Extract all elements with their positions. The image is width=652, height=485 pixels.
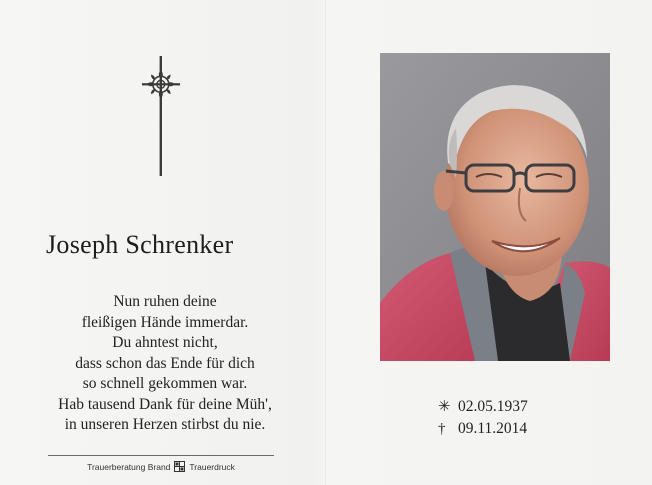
portrait-photo <box>380 53 610 361</box>
deceased-name: Joseph Schrenker <box>46 230 234 259</box>
memorial-poem <box>40 292 290 436</box>
footer-right-text: Trauerdruck <box>189 461 235 472</box>
footer-left-text: Trauerberatung Brand <box>87 461 171 472</box>
ornamental-cross-icon <box>140 54 182 178</box>
birth-date-row <box>438 396 598 418</box>
death-dagger-icon: † <box>438 421 446 437</box>
birth-star-icon: ✳ <box>438 399 451 415</box>
printer-footer <box>48 461 274 472</box>
poem-line: Du ahntest nicht, <box>112 334 218 351</box>
poem-line: dass schon das Ende für dich <box>75 354 255 372</box>
poem-line: so schnell gekommen war. <box>82 375 248 392</box>
poem-line: in unseren Herzen stirbst du nie. <box>64 416 266 433</box>
poem-line: fleißigen Hände immerdar. <box>81 313 249 331</box>
poem-line: Nun ruhen deine <box>113 293 217 310</box>
death-date: 09.11.2014 <box>458 420 528 437</box>
life-dates <box>438 396 598 440</box>
death-date-row <box>438 418 598 440</box>
printer-logo-icon <box>174 461 185 472</box>
card-fold <box>325 0 326 485</box>
footer-divider <box>48 455 274 456</box>
birth-date: 02.05.1937 <box>458 398 528 415</box>
poem-line: Hab tausend Dank für deine Müh', <box>58 395 272 413</box>
